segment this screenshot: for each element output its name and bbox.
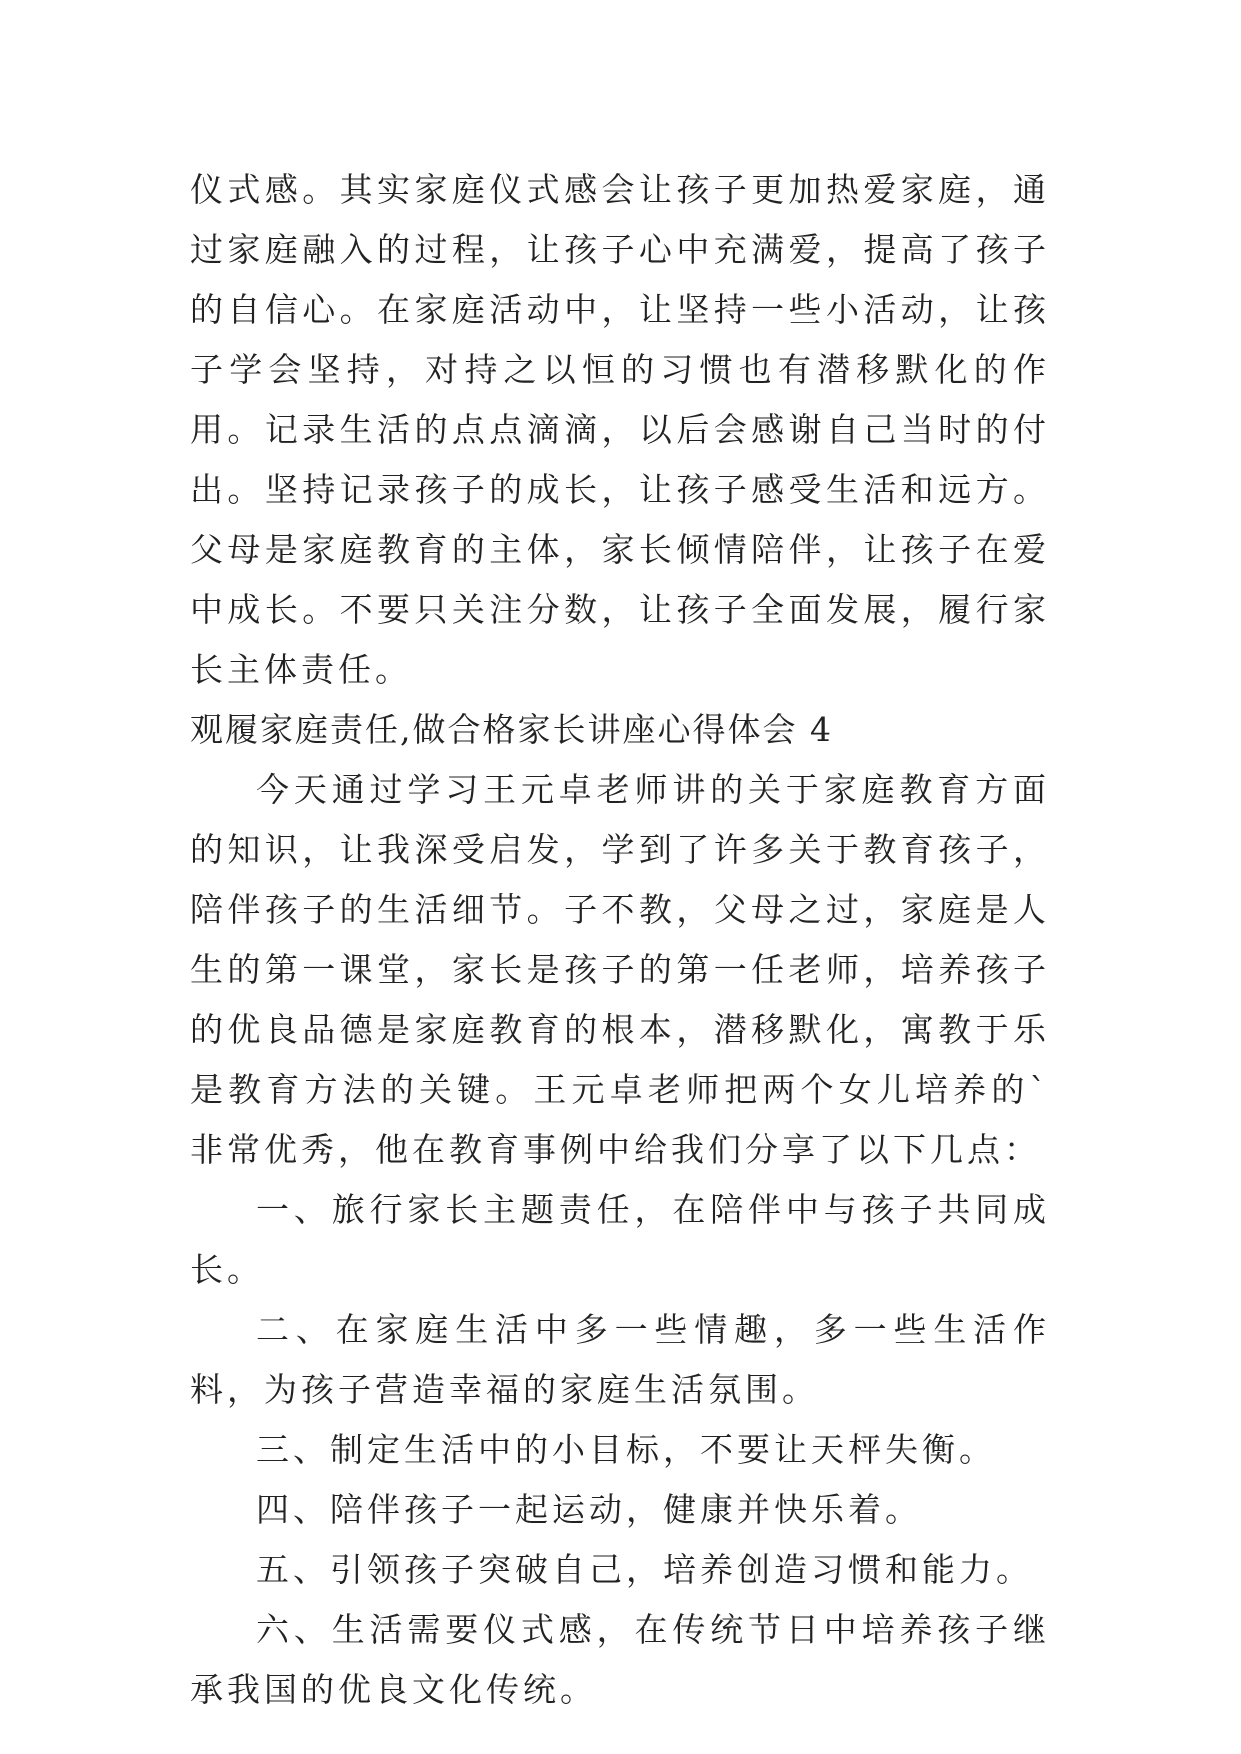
intro-paragraph: 今天通过学习王元卓老师讲的关于家庭教育方面的知识，让我深受启发，学到了许多关于教育孩子，陪伴孩子的生活细节。子不教，父母之过，家庭是人生的第一课堂，家长是孩子的第一任老师，培养孩子的优良品德是家庭教育的根本，潜移默化，寓教于乐是教育方法的关键。王元卓老师把两个女儿培养的`非常优秀，他在教育事例中给我们分享了以下几点： <box>190 770 1050 1169</box>
point-item-1: 一、旅行家长主题责任，在陪伴中与孩子共同成长。 <box>190 1190 1050 1289</box>
point-item-4: 四、陪伴孩子一起运动，健康并快乐着。 <box>256 1490 922 1529</box>
continued-paragraph: 仪式感。其实家庭仪式感会让孩子更加热爱家庭，通过家庭融入的过程，让孩子心中充满爱，提高了孩子的自信心。在家庭活动中，让坚持一些小活动，让孩子学会坚持，对持之以恒的习惯也有潜移默化的作用。记录生活的点点滴滴，以后会感谢自己当时的付出。坚持记录孩子的成长，让孩子感受生活和远方。父母是家庭教育的主体，家长倾情陪伴，让孩子在爱中成长。不要只关注分数，让孩子全面发展，履行家长主体责任。 <box>190 170 1050 689</box>
document-body <box>190 160 1050 1720</box>
point-item-2: 二、在家庭生活中多一些情趣，多一些生活作料，为孩子营造幸福的家庭生活氛围。 <box>190 1310 1050 1409</box>
section-title: 观履家庭责任,做合格家长讲座心得体会 4 <box>190 710 833 749</box>
point-item-5: 五、引领孩子突破自己，培养创造习惯和能力。 <box>256 1550 1033 1589</box>
point-item-3: 三、制定生活中的小目标，不要让天枰失衡。 <box>256 1430 996 1469</box>
point-item-6: 六、生活需要仪式感，在传统节日中培养孩子继承我国的优良文化传统。 <box>190 1610 1050 1709</box>
